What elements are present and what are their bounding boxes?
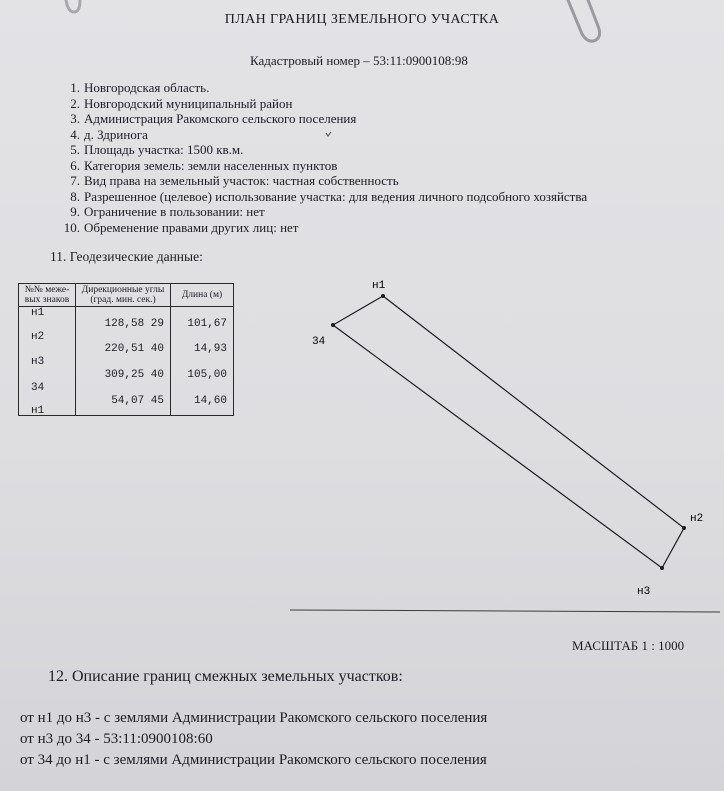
angle-value: 309,25 40 (104, 369, 164, 381)
header-length: Длина (м) (171, 284, 234, 307)
property-item: 9. Ограничение в пользовании: нет (70, 204, 265, 219)
property-item: 1. Новгородская область. (70, 80, 210, 95)
label-n3: н3 (637, 586, 651, 598)
angle-value: 220,51 40 (104, 343, 164, 355)
property-item: 7. Вид права на земельный участок: частная собственность (70, 173, 399, 188)
label-n2: н2 (690, 513, 704, 525)
property-item: 8. Разрешенное (целевое) использование участка: для ведения личного подсобного хозяйства (70, 188, 588, 204)
paper-clip-icon (560, 0, 610, 48)
header-points: №№ меже- вых знаков (19, 284, 76, 307)
property-item: 5. Площадь участка: 1500 кв.м. (70, 142, 244, 157)
vertex-34 (331, 323, 335, 327)
vertex-n1 (381, 294, 385, 298)
paper-clip-icon (62, 0, 84, 16)
cadastral-number: Кадастровый номер – 53:11:0900108:98 (250, 53, 468, 68)
vertex-n2 (682, 526, 686, 530)
point-label: н2 (31, 331, 45, 343)
header-angles: Дирекционные углы (град. мин. сек.) (76, 284, 171, 307)
document-title: ПЛАН ГРАНИЦ ЗЕМЕЛЬНОГО УЧАСТКА (224, 12, 500, 27)
property-item: 2. Новгородский муниципальный район (70, 95, 293, 111)
geodesic-title: 11. Геодезические данные: (50, 249, 203, 264)
adjacent-line: от 34 до н1 - с землями Администрации Ракомского сельского поселения (20, 752, 487, 768)
label-34: 34 (312, 336, 326, 348)
length-value: 14,93 (193, 343, 227, 355)
point-label: 34 (31, 382, 45, 394)
parcel-boundary (333, 296, 684, 568)
length-value: 14,60 (193, 395, 227, 407)
angle-value: 128,58 29 (104, 318, 164, 330)
property-item: 3. Администрация Ракомского сельского поселения (70, 111, 357, 126)
length-value: 101,67 (187, 318, 227, 330)
point-label: н1 (31, 405, 45, 417)
point-label: н3 (31, 356, 45, 368)
angle-value: 54,07 45 (111, 395, 164, 407)
map-scale: МАСШТАБ 1 : 1000 (572, 638, 685, 653)
adjacent-line: от н3 до 34 - 53:11:0900108:60 (20, 731, 213, 747)
pen-mark (326, 132, 331, 136)
length-value: 105,00 (187, 369, 227, 381)
label-n1: н1 (372, 280, 386, 292)
divider-line (290, 610, 720, 612)
property-item: 4. д. Здринога (70, 126, 148, 142)
property-item: 10. Обременение правами других лиц: нет (63, 219, 299, 235)
property-item: 6. Категория земель: земли населенных пунктов (70, 157, 338, 173)
adjacent-title: 12. Описание границ смежных земельных участков: (48, 668, 403, 685)
adjacent-line: от н1 до н3 - с землями Администрации Ракомского сельского поселения (20, 710, 488, 726)
vertex-n3 (660, 566, 664, 570)
point-label: н1 (31, 307, 45, 319)
